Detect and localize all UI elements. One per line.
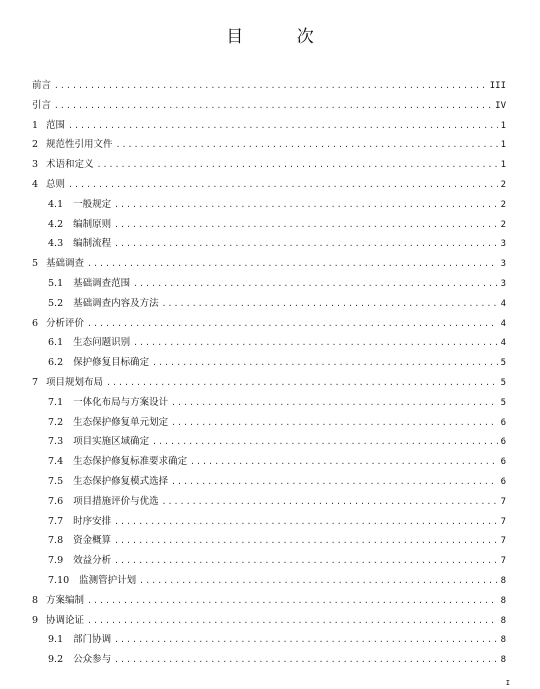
toc-entry-number: 9.2 — [48, 654, 64, 666]
toc-entry[interactable] — [48, 508, 506, 528]
dot-leader — [139, 575, 497, 587]
toc-entry-label: 总则 — [46, 179, 66, 190]
toc-entry-label: 分析评价 — [46, 317, 85, 329]
dot-leader — [114, 238, 497, 250]
toc-entry-number: 7.2 — [48, 416, 64, 428]
dot-leader — [114, 634, 497, 646]
toc-entry-page: 2 — [500, 180, 506, 190]
toc-entry-label: 基础调查范围 — [73, 278, 131, 289]
dot-leader — [68, 120, 498, 132]
dot-leader — [87, 318, 498, 330]
toc-entry-page: 4 — [500, 298, 506, 309]
toc-entry[interactable] — [48, 211, 506, 231]
toc-entry-page: 3 — [500, 239, 506, 250]
toc-entry[interactable] — [32, 250, 506, 270]
toc-entry-number: 7.3 — [48, 436, 64, 448]
dot-leader — [114, 199, 497, 211]
dot-leader — [116, 139, 498, 151]
toc-entry-number: 4.2 — [48, 218, 64, 230]
toc-entry-page: 1 — [500, 160, 506, 171]
toc-entry-label: 协调论证 — [46, 614, 85, 626]
dot-leader — [97, 159, 498, 171]
toc-entry[interactable] — [48, 626, 506, 646]
toc-entry-label: 生态保护修复单元划定 — [73, 416, 169, 428]
toc-entry[interactable] — [32, 607, 506, 627]
toc-entry-label: 范围 — [46, 119, 66, 131]
dot-leader — [114, 555, 497, 567]
toc-entry-number: 7.10 — [48, 575, 70, 586]
toc-entry-page: 3 — [500, 259, 506, 270]
toc-entry[interactable] — [48, 329, 506, 349]
dot-leader — [68, 179, 498, 191]
toc-entry-number: 8 — [32, 594, 39, 606]
toc-entry-number: 7.7 — [48, 515, 64, 527]
toc-entry-page: 1 — [500, 140, 506, 151]
toc-entry-number: 5.2 — [48, 297, 64, 309]
toc-entry-number: 5 — [32, 258, 39, 270]
toc-entry[interactable] — [48, 191, 506, 211]
toc-entry-page: 4 — [500, 338, 506, 349]
toc-entry-label: 部门协调 — [73, 634, 112, 646]
toc-entry-label: 引言 — [32, 99, 52, 111]
toc-entry[interactable] — [48, 527, 506, 547]
dot-leader — [106, 377, 498, 389]
toc-entry-label: 时序安排 — [73, 515, 112, 527]
dot-leader — [162, 298, 498, 310]
page-number-footer: I — [505, 679, 510, 687]
toc-entry-label: 项目规划布局 — [46, 377, 104, 388]
toc-entry-label: 前言 — [32, 80, 52, 91]
dot-leader — [171, 417, 497, 429]
toc-entry-page: 5 — [500, 397, 506, 408]
toc-entry[interactable] — [48, 230, 506, 250]
toc-entry-label: 一般规定 — [73, 198, 112, 210]
toc-entry-label: 基础调查内容及方法 — [73, 297, 159, 309]
toc-entry-number: 7 — [32, 377, 39, 388]
dot-leader — [87, 615, 498, 627]
toc-entry-number: 4.3 — [48, 238, 64, 250]
toc-entry-page: 8 — [500, 655, 506, 666]
toc-entry-page: 1 — [500, 120, 506, 131]
toc-entry-label: 生态保护修复模式选择 — [73, 476, 169, 487]
toc-entry[interactable] — [48, 270, 506, 290]
toc-entry-page: 6 — [500, 477, 506, 487]
toc-entry-number: 7.4 — [48, 456, 64, 468]
toc-entry-page: 5 — [500, 358, 506, 369]
toc-entry-number: 7.5 — [48, 476, 64, 487]
toc-entry-label: 生态保护修复标准要求确定 — [73, 456, 188, 468]
dot-leader — [152, 357, 497, 369]
toc-entry[interactable] — [48, 646, 506, 666]
toc-entry-number: 2 — [32, 139, 39, 151]
toc-entry-number: 1 — [32, 119, 39, 131]
toc-entry-page: 6 — [500, 417, 506, 428]
toc-entry[interactable] — [48, 547, 506, 567]
toc-entry[interactable] — [32, 151, 506, 171]
toc-entry[interactable] — [32, 112, 506, 132]
toc-entry-label: 编制流程 — [73, 238, 112, 250]
dot-leader — [114, 219, 497, 231]
toc-entry-number: 5.1 — [48, 278, 64, 289]
toc-entry[interactable] — [32, 131, 506, 151]
toc-entry[interactable] — [32, 587, 506, 607]
toc-entry-page: 7 — [500, 516, 506, 527]
toc-entry[interactable] — [48, 448, 506, 468]
toc-entry-page: 7 — [500, 556, 506, 567]
toc-entry-number: 7.8 — [48, 535, 64, 547]
toc-entry-label: 编制原则 — [73, 218, 112, 230]
toc-entry[interactable] — [48, 428, 506, 448]
dot-leader — [133, 278, 497, 290]
toc-entry-page: 8 — [500, 576, 506, 586]
toc-entry-label: 监测管护计划 — [79, 575, 137, 586]
toc-entry-page: 8 — [500, 595, 506, 606]
dot-leader — [162, 496, 498, 508]
dot-leader — [114, 516, 497, 528]
toc-entry-label: 规范性引用文件 — [46, 139, 113, 151]
toc-entry-label: 生态问题识别 — [73, 337, 131, 349]
toc-entry-label: 项目措施评价与优选 — [73, 495, 159, 507]
toc-entry-page: 4 — [500, 318, 506, 329]
toc-entry-label: 一体化布局与方案设计 — [73, 396, 169, 408]
toc-entry[interactable] — [48, 567, 506, 587]
dot-leader — [171, 476, 497, 488]
toc-entry-label: 基础调查 — [46, 258, 85, 270]
toc-entry-page: 8 — [500, 635, 506, 646]
dot-leader — [190, 456, 497, 468]
toc-entry[interactable] — [48, 290, 506, 310]
toc-entry-page: 6 — [500, 437, 506, 448]
dot-leader — [133, 337, 497, 349]
toc-entry-number: 7.6 — [48, 495, 64, 507]
toc-entry[interactable] — [32, 171, 506, 191]
toc-entry-label: 资金概算 — [73, 535, 112, 547]
toc-entry-page: 7 — [500, 536, 506, 547]
dot-leader — [171, 397, 497, 409]
toc-entry[interactable] — [48, 349, 506, 369]
toc-entry-label: 效益分析 — [73, 555, 112, 567]
toc-entry-page: 6 — [500, 457, 506, 468]
toc-entry-page: 5 — [500, 378, 506, 388]
toc-entry-page: 7 — [500, 496, 506, 507]
toc-entry-number: 3 — [32, 159, 39, 171]
toc-entry-label: 术语和定义 — [46, 159, 94, 171]
toc-entry-page: 3 — [500, 279, 506, 289]
toc-entry[interactable] — [32, 310, 506, 330]
dot-leader — [114, 654, 497, 666]
toc-entry[interactable] — [32, 369, 506, 389]
toc-entry-page: IV — [495, 100, 506, 111]
toc-entry-label: 公众参与 — [73, 654, 112, 666]
toc-entry[interactable] — [48, 389, 506, 409]
toc-entry-label: 方案编制 — [46, 594, 85, 606]
dot-leader — [114, 535, 497, 547]
toc-entry-number: 7.1 — [48, 396, 64, 408]
toc-entry-number: 6.1 — [48, 337, 64, 349]
dot-leader — [54, 100, 492, 112]
toc-entry-label: 项目实施区域确定 — [73, 436, 150, 448]
toc-entry-number: 9 — [32, 614, 39, 626]
toc-entry[interactable] — [48, 488, 506, 508]
toc-entry[interactable] — [48, 468, 506, 488]
toc-entry-page: 8 — [500, 615, 506, 626]
toc-entry[interactable] — [32, 92, 506, 112]
dot-leader — [54, 80, 487, 92]
toc-entry-number: 9.1 — [48, 634, 64, 646]
toc-entry-page: 2 — [500, 219, 506, 230]
toc-entry-number: 4 — [32, 179, 39, 190]
toc-entry[interactable] — [32, 72, 506, 92]
toc-entry-page: III — [489, 81, 506, 91]
dot-leader — [87, 258, 498, 270]
toc-entry-number: 6.2 — [48, 357, 64, 369]
dot-leader — [152, 436, 497, 448]
dot-leader — [87, 595, 498, 607]
toc-entry[interactable] — [48, 409, 506, 429]
toc-entry-label: 保护修复目标确定 — [73, 357, 150, 369]
page-title: 目 次 — [226, 27, 338, 47]
toc-entry-page: 2 — [500, 199, 506, 210]
toc-entry-number: 7.9 — [48, 555, 64, 567]
toc-entry-number: 6 — [32, 317, 39, 329]
toc-entry-number: 4.1 — [48, 198, 64, 210]
